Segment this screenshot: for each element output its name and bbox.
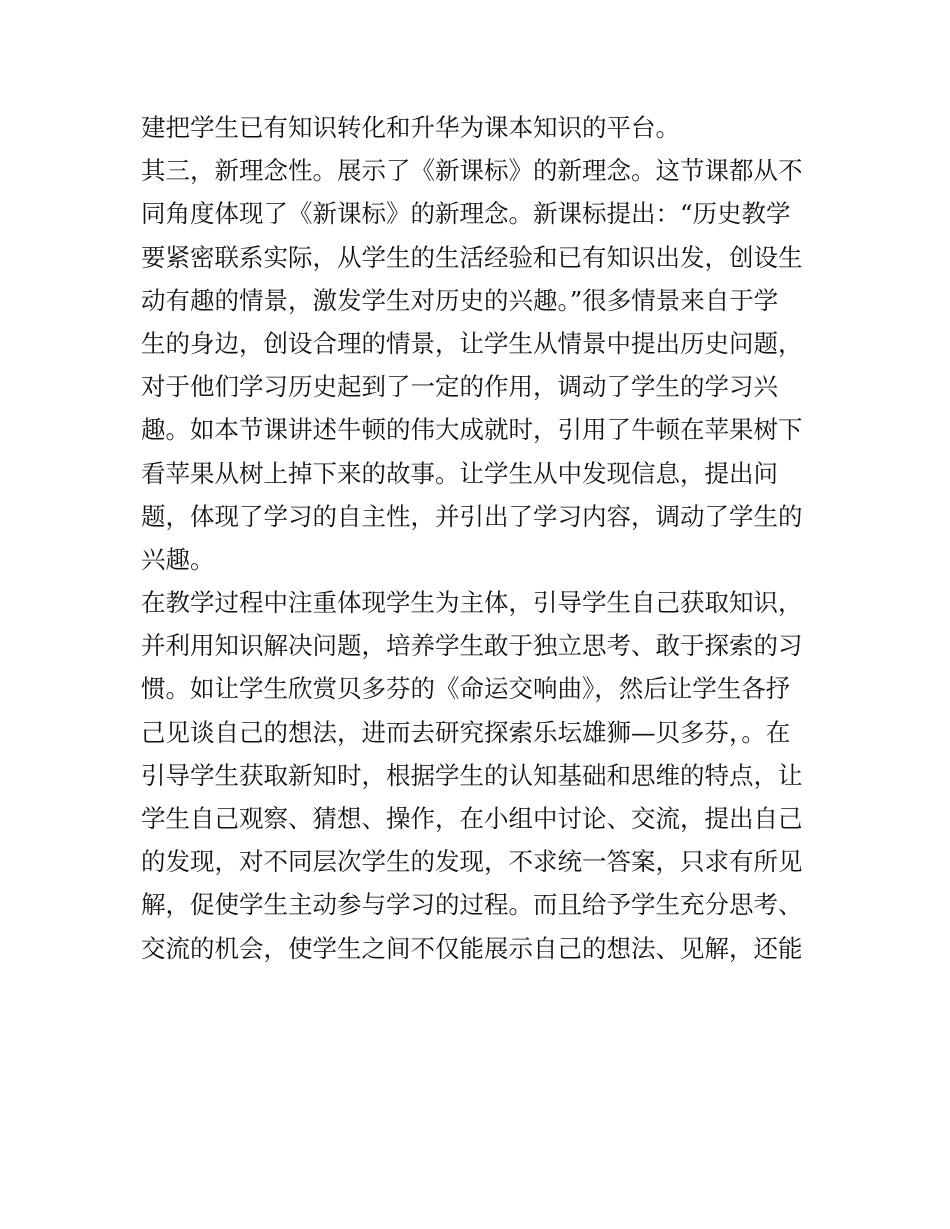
text-line: 兴趣。	[141, 544, 215, 574]
body-text	[141, 106, 813, 970]
text-line: 解，促使学生主动参与学习的过程。而且给予学生充分思考、	[141, 890, 803, 920]
text-line: 生的身边，创设合理的情景，让学生从情景中提出历史问题，	[141, 328, 803, 358]
text-line: 并利用知识解决问题，培养学生敢于独立思考、敢于探索的习	[141, 631, 803, 661]
text-line: 看苹果从树上掉下来的故事。让学生从中发现信息，提出问	[141, 458, 778, 488]
text-line: 其三，新理念性。展示了《新课标》的新理念。这节课都从不	[141, 156, 803, 186]
text-line: 同角度体现了《新课标》的新理念。新课标提出：“历史教学	[141, 199, 791, 229]
text-line: 建把学生已有知识转化和升华为课本知识的平台。	[141, 113, 680, 142]
text-line: 交流的机会，使学生之间不仅能展示自己的想法、见解，还能	[141, 933, 803, 963]
text-line: 在教学过程中注重体现学生为主体，引导学生自己获取知识，	[141, 588, 803, 618]
text-line: 学生自己观察、猜想、操作，在小组中讨论、交流，提出自己	[141, 804, 803, 833]
text-line: 趣。如本节课讲述牛顿的伟大成就时，引用了牛顿在苹果树下	[141, 415, 803, 445]
text-line: 己见谈自己的想法，进而去研究探索乐坛雄狮—贝多芬，。在	[141, 717, 791, 747]
text-line: 的发现，对不同层次学生的发现，不求统一答案，只求有所见	[141, 847, 803, 877]
text-line: 对于他们学习历史起到了一定的作用，调动了学生的学习兴	[141, 372, 778, 402]
text-line: 要紧密联系实际，从学生的生活经验和已有知识出发，创设生	[141, 242, 803, 272]
text-line: 引导学生获取新知时，根据学生的认知基础和思维的特点，让	[141, 760, 803, 790]
text-line: 题，体现了学习的自主性，并引出了学习内容，调动了学生的	[141, 501, 803, 531]
text-line: 动有趣的情景，激发学生对历史的兴趣。”很多情景来自于学	[141, 285, 779, 315]
text-line: 惯。如让学生欣赏贝多芬的《命运交响曲》，然后让学生各抒	[141, 674, 791, 704]
